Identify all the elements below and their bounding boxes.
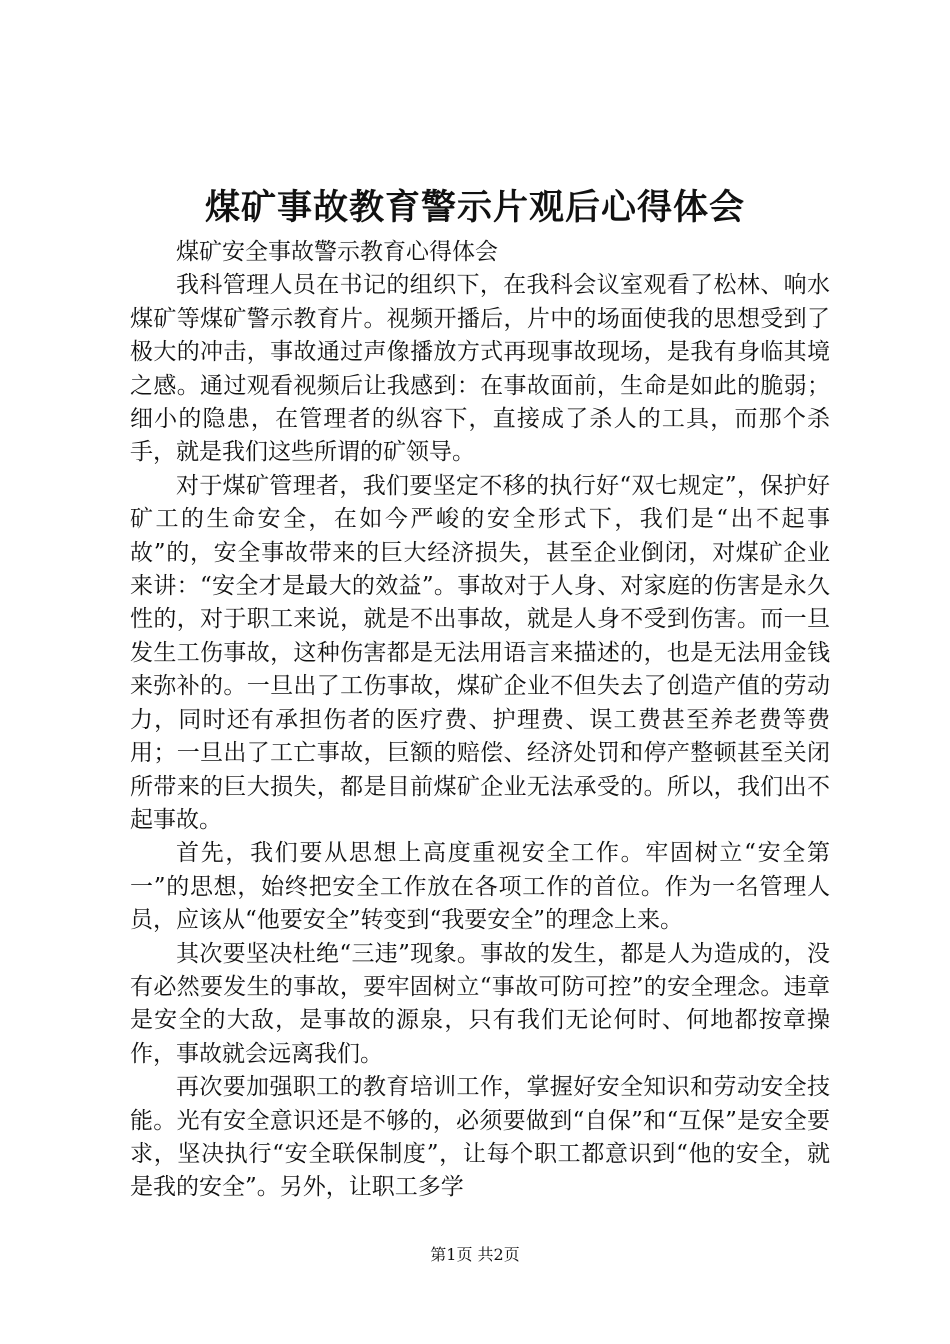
document-title: 煤矿事故教育警示片观后心得体会	[204, 187, 745, 228]
document-subtitle: 煤矿安全事故警示教育心得体会	[176, 239, 498, 265]
page-footer: 第1页 共2页	[430, 1245, 520, 1264]
paragraph: 其次要坚决杜绝“三违”现象。事故的发生，都是人为造成的，没有必然要发生的事故，要牢固树立“事故可防可控”的安全理念。违章是安全的大敌，是事故的源泉，只有我们无论何时、何地都按章操作，事故就会远离我们。	[130, 940, 830, 1067]
paragraph: 对于煤矿管理者，我们要坚定不移的执行好“双七规定”，保护好矿工的生命安全，在如今严峻的安全形式下，我们是“出不起事故”的，安全事故带来的巨大经济损失，甚至企业倒闭，对煤矿企业来讲：“安全才是最大的效益”。事故对于人身、对家庭的伤害是永久性的，对于职工来说，就是不出事故，就是人身不受到伤害。而一旦发生工伤事故，这种伤害都是无法用语言来描述的，也是无法用金钱来弥补的。一旦出了工伤事故，煤矿企业不但失去了创造产值的劳动力，同时还有承担伤者的医疗费、护理费、误工费甚至养老费等费用；一旦出了工亡事故，巨额的赔偿、经济处罚和停产整顿甚至关闭所带来的巨大损失，都是目前煤矿企业无法承受的。所以，我们出不起事故。	[130, 472, 830, 833]
document-body	[130, 236, 830, 1205]
paragraph: 再次要加强职工的教育培训工作，掌握好安全知识和劳动安全技能。光有安全意识还是不够的，必须要做到“自保”和“互保”是安全要求，坚决执行“安全联保制度”，让每个职工都意识到“他的安全，就是我的安全”。另外，让职工多学	[130, 1074, 830, 1201]
paragraph: 我科管理人员在书记的组织下，在我科会议室观看了松林、响水煤矿等煤矿警示教育片。视频开播后，片中的场面使我的思想受到了极大的冲击，事故通过声像播放方式再现事故现场，是我有身临其境之感。通过观看视频后让我感到：在事故面前，生命是如此的脆弱；细小的隐患，在管理者的纵容下，直接成了杀人的工具，而那个杀手，就是我们这些所谓的矿领导。	[130, 272, 830, 466]
paragraph: 首先，我们要从思想上高度重视安全工作。牢固树立“安全第一”的思想，始终把安全工作放在各项工作的首位。作为一名管理人员，应该从“他要安全”转变到“我要安全”的理念上来。	[130, 840, 830, 934]
